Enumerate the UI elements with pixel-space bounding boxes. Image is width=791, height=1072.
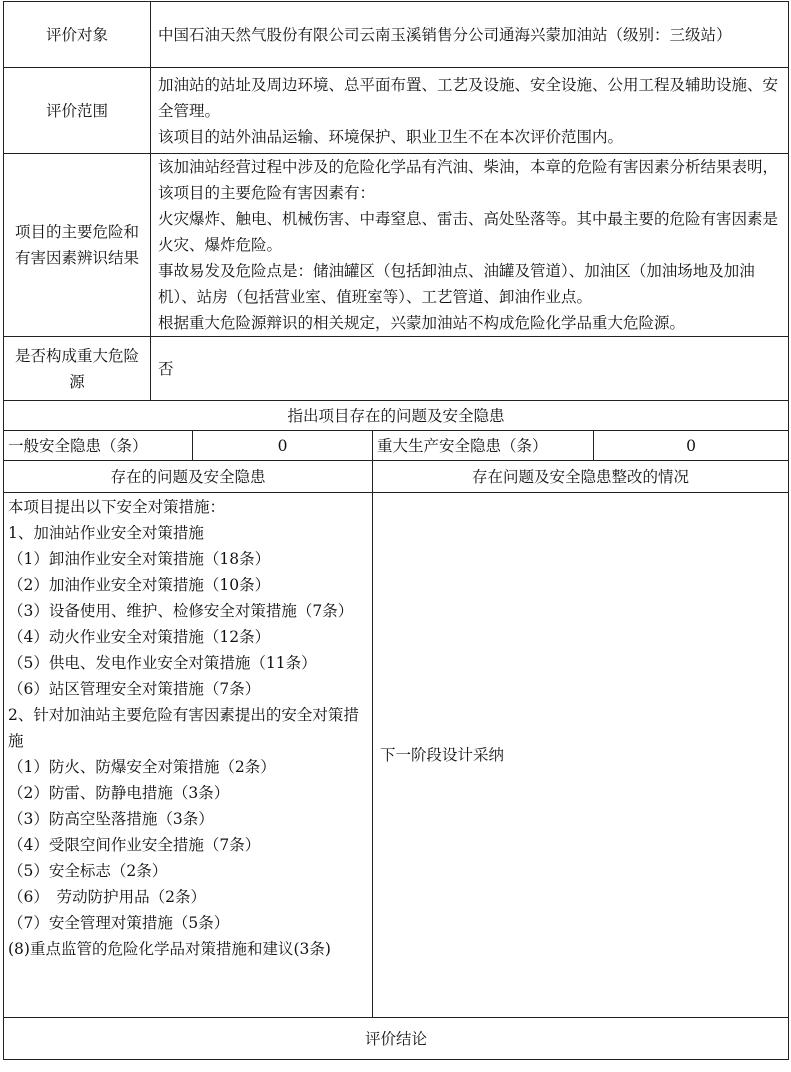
scope-line: 加油站的站址及周边环境、总平面布置、工艺及设施、安全设施、公用工程及辅助设施、安全管理。 xyxy=(158,75,779,120)
hazards-row xyxy=(4,154,789,337)
measure-item: （1）卸油作业安全对策措施（18条） xyxy=(8,550,271,568)
measure-item: （2）加油作业安全对策措施（10条） xyxy=(8,576,271,594)
major-source-row xyxy=(4,337,789,401)
hazards-line: 根据重大危险源辩识的相关规定，兴蒙加油站不构成危险化学品重大危险源。 xyxy=(158,314,686,332)
measure-item: （6）站区管理安全对策措施（7条） xyxy=(8,680,261,698)
major-source-label: 是否构成重大危险源 xyxy=(4,337,151,401)
hazards-line: 火灾爆炸、触电、机械伤害、中毒窒息、雷击、高处坠落等。其中最主要的危险有害因素是火灾、爆炸危险。 xyxy=(158,210,779,254)
counts-row xyxy=(4,431,789,461)
measure-item: （4）受限空间作业安全措施（7条） xyxy=(8,836,261,854)
measure-item: （5）安全标志（2条） xyxy=(8,862,168,880)
issues-header-row xyxy=(4,401,789,431)
hazards-label: 项目的主要危险和有害因素辨识结果 xyxy=(4,154,151,337)
subject-row xyxy=(4,2,789,68)
conclusion-header: 评价结论 xyxy=(4,1018,789,1060)
columns-header-row xyxy=(4,461,789,493)
major-hazard-count: 0 xyxy=(594,431,789,461)
problems-column-header: 存在的问题及安全隐患 xyxy=(4,461,373,493)
measure-item: 本项目提出以下安全对策措施： xyxy=(8,498,226,516)
measure-item: （2）防雷、防静电措施（3条） xyxy=(8,784,230,802)
measures-list xyxy=(4,493,373,1018)
measures-row xyxy=(4,493,789,1018)
measure-item: （1）防火、防爆安全对策措施（2条） xyxy=(8,758,276,776)
hazards-line: 事故易发及危险点是：储油罐区（包括卸油点、油罐及管道）、加油区（加油场地及加油机）、站房（包括营业室、值班室等）、工艺管道、卸油作业点。 xyxy=(158,262,755,306)
rectification-status: 下一阶段设计采纳 xyxy=(373,493,789,1018)
subject-label: 评价对象 xyxy=(4,2,151,68)
subject-value: 中国石油天然气股份有限公司云南玉溪销售分公司通海兴蒙加油站（级别：三级站） xyxy=(151,2,789,68)
measure-item: （4）动火作业安全对策措施（12条） xyxy=(8,628,271,646)
measure-item: （3）防高空坠落措施（3条） xyxy=(8,810,214,828)
evaluation-table xyxy=(3,1,789,1060)
measure-item: （5）供电、发电作业安全对策措施（11条） xyxy=(8,654,317,672)
measure-item: （3）设备使用、维护、检修安全对策措施（7条） xyxy=(8,602,354,620)
measure-item: （6） 劳动防护用品（2条） xyxy=(8,888,206,906)
general-hazard-count: 0 xyxy=(193,431,373,461)
scope-line: 该项目的站外油品运输、环境保护、职业卫生不在本次评价范围内。 xyxy=(158,127,624,146)
major-source-value: 否 xyxy=(151,337,789,401)
measure-item: （7）安全管理对策措施（5条） xyxy=(8,914,230,932)
hazards-line: 该加油站经营过程中涉及的危险化学品有汽油、柴油，本章的危险有害因素分析结果表明，该项目的主要危险有害因素有： xyxy=(158,158,779,202)
general-hazard-label: 一般安全隐患（条） xyxy=(4,431,193,461)
hazards-value xyxy=(151,154,789,337)
evaluation-form xyxy=(3,1,788,1060)
issues-header: 指出项目存在的问题及安全隐患 xyxy=(4,401,789,431)
scope-row xyxy=(4,68,789,154)
measure-item: (8)重点监管的危险化学品对策措施和建议(3条) xyxy=(8,940,331,958)
major-hazard-label: 重大生产安全隐患（条） xyxy=(373,431,594,461)
rectification-column-header: 存在问题及安全隐患整改的情况 xyxy=(373,461,789,493)
measure-item: 1、加油站作业安全对策措施 xyxy=(8,524,204,542)
measure-item: 2、针对加油站主要危险有害因素提出的安全对策措施 xyxy=(8,706,359,750)
scope-value xyxy=(151,68,789,154)
conclusion-row xyxy=(4,1018,789,1060)
scope-label: 评价范围 xyxy=(4,68,151,154)
